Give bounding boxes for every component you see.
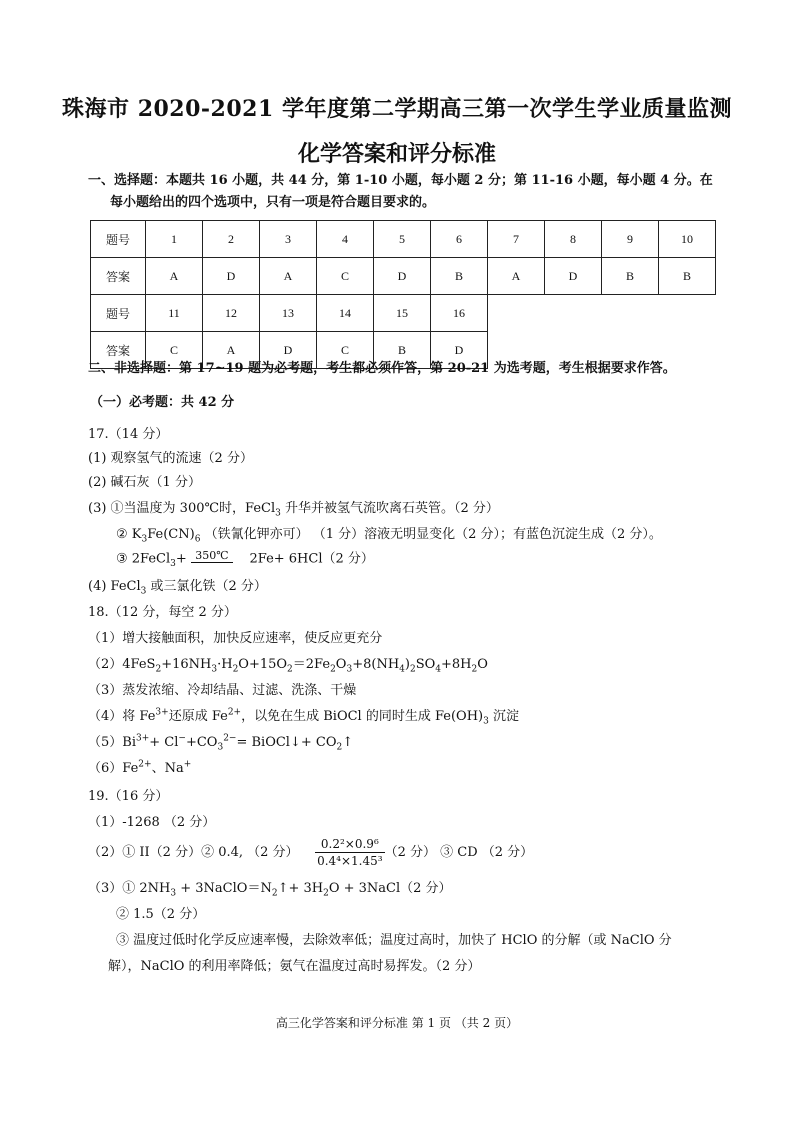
table-row (91, 295, 716, 332)
table-cell: D (545, 258, 602, 295)
table-cell: 6 (431, 221, 488, 258)
q18-answer-6: $(6)Fe^{2+}$、Na+ (88, 759, 192, 776)
q18-answer-1: （1）增大接触面积，加快反应速率，使反应更充分 (88, 631, 383, 646)
document-title: 珠海市 2020-2021 学年度第二学期高三第一次学生学业质量监测 (62, 96, 732, 122)
q19-answer-1: （1）-1268 （2 分） (88, 815, 216, 830)
equation-subscript: 2 (471, 664, 478, 675)
table-row (91, 221, 716, 258)
table-cell: C (317, 258, 374, 295)
table-cell: B (602, 258, 659, 295)
table-cell: D (374, 258, 431, 295)
equation-text: +16NH (161, 657, 212, 672)
q17-answer-4: (4) FeCl$_3$ 或三氯化铁（2 分） (88, 579, 267, 597)
q18-answer-5: $(5)Bi^{3+}+ Cl^-+CO_3^{2-}=$ BiOCl↓+ $CO_2↑$ (88, 733, 354, 753)
table-cell: B (374, 332, 431, 369)
table-empty-area (488, 295, 716, 332)
equation-text: （2）4FeS (88, 657, 156, 672)
equation-subscript: 3 (211, 664, 218, 675)
q18-answer-2 (88, 656, 488, 674)
required-section-heading: （一）必考题：共 42 分 (90, 395, 235, 410)
answer-table (90, 220, 716, 369)
table-cell: 16 (431, 295, 488, 332)
equation-subscript: 2 (287, 664, 293, 675)
equation-subscript: 4 (399, 664, 405, 675)
reaction-condition: 350℃ (191, 549, 233, 569)
table-cell: D (203, 258, 260, 295)
table-cell: A (146, 258, 203, 295)
document-subtitle: 化学答案和评分标准 (297, 141, 496, 167)
table-cell: 14 (317, 295, 374, 332)
equation-text: O (477, 657, 488, 672)
equation-text: ＝2Fe (292, 657, 331, 672)
table-cell: B (659, 258, 716, 295)
equation-text: +8H (441, 657, 472, 672)
equation-text: ) (404, 657, 410, 672)
table-cell: 11 (146, 295, 203, 332)
table-cell: D (431, 332, 488, 369)
q17-answer-2: (2) 碱石灰（1 分） (88, 475, 201, 490)
table-row (91, 258, 716, 295)
q18-answer-3: （3）蒸发浓缩、冷却结晶、过滤、洗涤、干燥 (88, 683, 357, 698)
page-footer: 高三化学答案和评分标准 第 1 页 （共 2 页） (275, 1016, 519, 1030)
section1-instructions-line2: 每小题给出的四个选项中，只有一项是符合题目要求的。 (110, 195, 436, 210)
equation-text: O+15O (238, 657, 288, 672)
q17-answer-3b: ② $K_3Fe(CN)_6$ （铁氰化钾亦可） （1 分）溶液无明显变化（2 分）；有蓝色沉淀生成（2 分）。 (116, 527, 662, 545)
table-cell: 10 (659, 221, 716, 258)
q17-answer-3c: ③ 2FeCl$_3$+ 350℃ 2Fe+ 6HCl（2 分） (116, 549, 374, 570)
table-cell: D (260, 332, 317, 369)
table-cell: 4 (317, 221, 374, 258)
q19-answer-3c-line1: ③ 温度过低时化学反应速率慢，去除效率低；温度过高时，加快了 HClO 的分解（或 NaClO 分 (116, 933, 672, 948)
q17-heading: 17.（14 分） (88, 427, 169, 442)
table-cell: 2 (203, 221, 260, 258)
equation-subscript: 2 (232, 664, 239, 675)
table-cell: 8 (545, 221, 602, 258)
equation-text: ·H (217, 657, 233, 672)
equation-subscript: 2 (155, 664, 162, 675)
q19-answer-3a: （3）① $2NH_3$ + $3NaClO=N_2↑+ 3H_2O$ + 3NaCl（2 分） (88, 881, 452, 899)
equation-subscript: 3 (346, 664, 353, 675)
table-cell: 3 (260, 221, 317, 258)
table-cell: B (431, 258, 488, 295)
equation-subscript: 4 (435, 664, 442, 675)
table-cell: 5 (374, 221, 431, 258)
table-cell: 15 (374, 295, 431, 332)
equation-subscript: 2 (330, 664, 336, 675)
section1-instructions-line1: 一、选择题：本题共 16 小题，共 44 分，第 1-10 小题，每小题 2 分；第 11-16 小题，每小题 4 分。在 (88, 173, 713, 188)
equation-text: O (335, 657, 347, 672)
table-cell: 1 (146, 221, 203, 258)
equation-subscript: 2 (409, 664, 416, 675)
q19-heading: 19.（16 分） (88, 789, 169, 804)
table-cell: C (146, 332, 203, 369)
table-cell: 7 (488, 221, 545, 258)
equation-text: +8(NH (352, 657, 400, 672)
equilibrium-constant-fraction: $\frac{\text{0.2²×0.9⁶}}{\text{0.4⁴×1.45³}}$ (317, 837, 383, 868)
q17-answer-1: (1) 观察氢气的流速（2 分） (88, 451, 253, 466)
table-header-cell: 题号 (91, 221, 146, 258)
q18-answer-4: （4）将 $Fe^{3+}$还原成 $Fe^{2+}$，以免在生成 BiOCl 的同时生成 $Fe(OH)_3$ 沉淀 (88, 707, 519, 727)
table-cell: A (488, 258, 545, 295)
section2-instructions: 二、非选择题：第 17~19 题为必考题，考生都必须作答，第 20-21 为选考题，考生根据要求作答。 (88, 361, 676, 376)
q19-answer-3b: ② 1.5（2 分） (116, 907, 206, 922)
q17-answer-3a: (3) ①当温度为 300℃时，FeCl$_3$ 升华并被氢气流吹离石英管。（2 分） (88, 501, 499, 519)
table-header-cell: 答案 (91, 258, 146, 295)
equation-text: SO (415, 657, 436, 672)
table-cell: A (203, 332, 260, 369)
table-cell: 13 (260, 295, 317, 332)
table-header-cell: 题号 (91, 295, 146, 332)
q18-heading: 18.（12 分，每空 2 分） (88, 605, 237, 620)
q19-answer-3c-line2: 解），NaClO 的利用率降低；氨气在温度过高时易挥发。（2 分） (108, 959, 481, 974)
table-header-cell: 答案 (91, 332, 146, 369)
table-cell: C (317, 332, 374, 369)
table-cell: A (260, 258, 317, 295)
q19-answer-2: （2）① II（2 分）② 0.4, （2 分） $\frac{\text{0.2²×0.9⁶}}{\text{0.4⁴×1.45³}}$ （2 分） ③ CD （2 分） (88, 837, 534, 868)
table-cell: 9 (602, 221, 659, 258)
table-cell: 12 (203, 295, 260, 332)
